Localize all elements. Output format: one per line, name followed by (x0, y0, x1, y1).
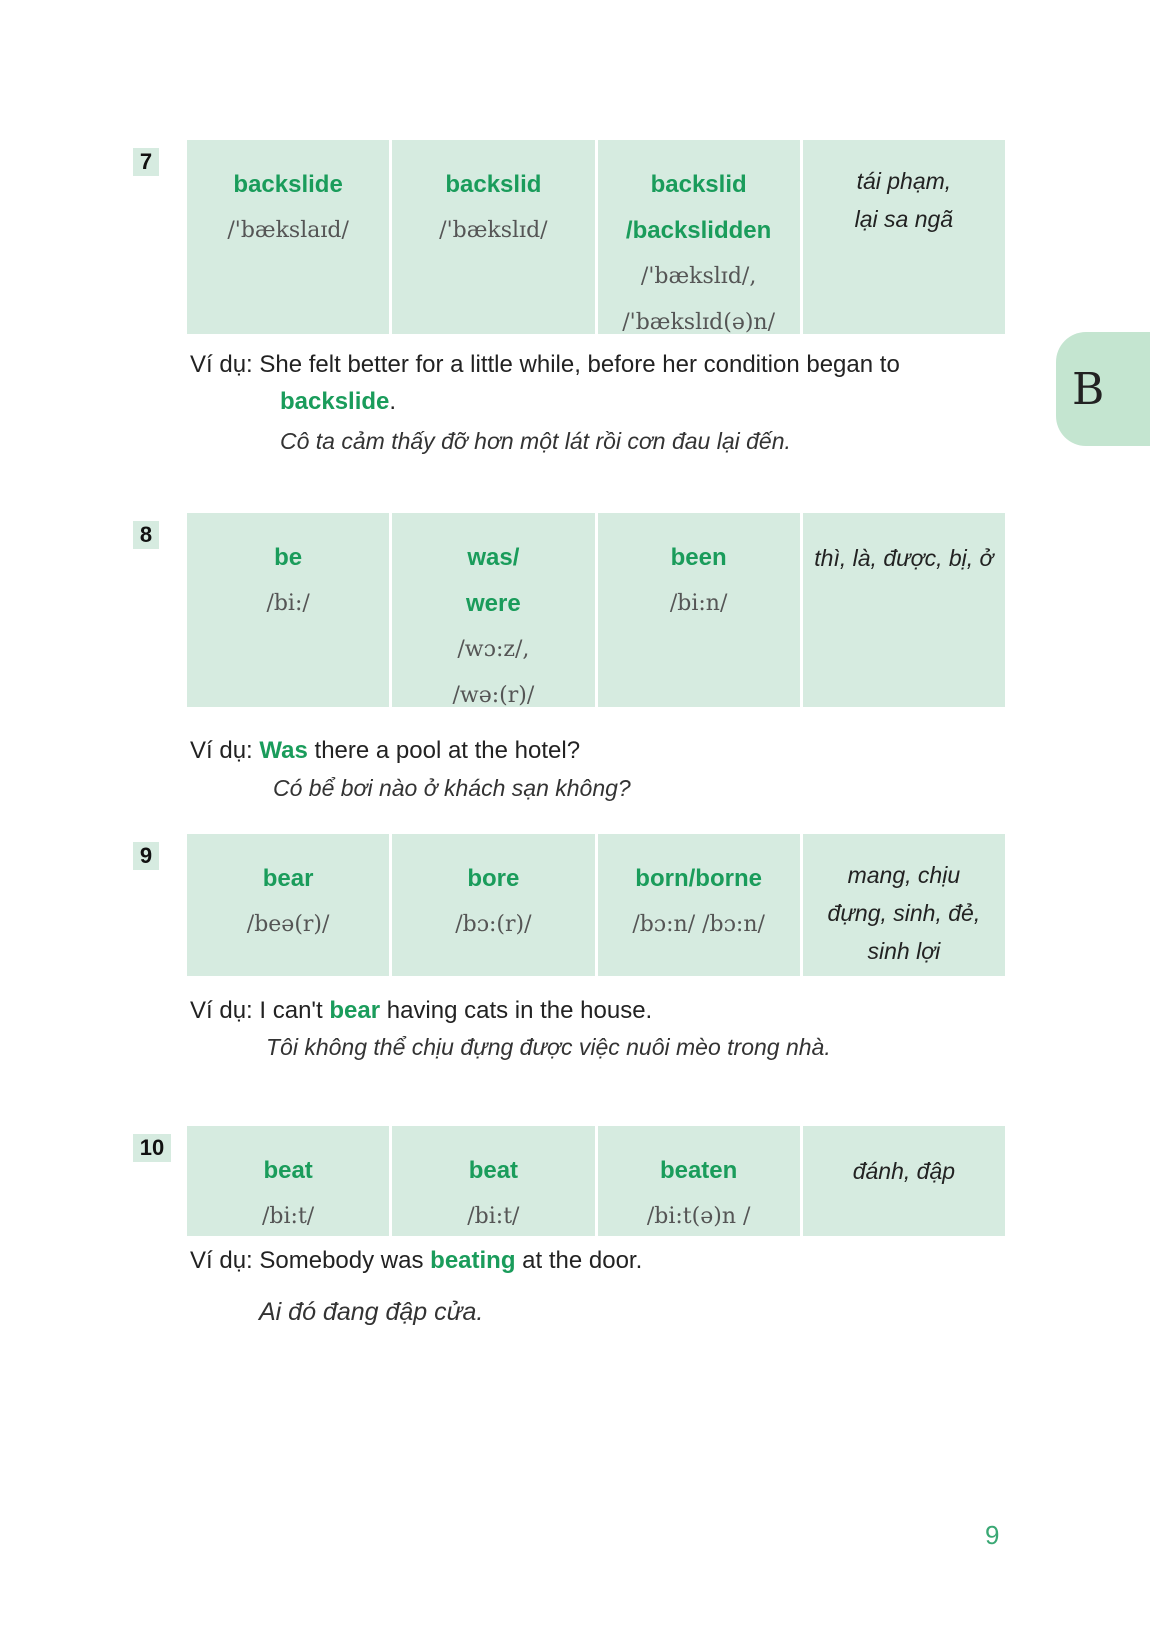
example-translation: Có bể bơi nào ở khách sạn không? (273, 775, 631, 801)
past-form-alt: were (466, 590, 521, 617)
past-ipa: /bi:t/ (467, 1204, 520, 1229)
entry-number: 8 (133, 521, 159, 549)
example-prefix: Ví dụ: (190, 997, 253, 1024)
meaning-cell (803, 1126, 1005, 1236)
past-form: was/ (467, 544, 520, 571)
base-form-cell (187, 834, 389, 976)
example-text: I can't (259, 997, 330, 1024)
participle-form: backslid (650, 171, 747, 198)
example-sentence (190, 732, 1010, 769)
participle-form-alt: /backslidden (625, 217, 772, 244)
example-highlight: bear (329, 997, 381, 1024)
past-ipa: /wɔ:z/, (457, 637, 530, 662)
base-form-cell (187, 513, 389, 707)
base-ipa: /'bækslaɪd/ (227, 218, 349, 243)
meaning-line: thì, là, được, bị, ở (814, 545, 994, 571)
section-tab-b[interactable] (1056, 332, 1150, 446)
meaning-line: đựng, sinh, đẻ, (827, 900, 981, 926)
entry-number: 10 (133, 1134, 171, 1162)
example-translation: Tôi không thể chịu đựng được việc nuôi mèo trong nhà. (266, 1034, 831, 1060)
section-letter: B (1072, 363, 1105, 415)
base-form-cell (187, 140, 389, 334)
participle-form: beaten (659, 1157, 738, 1184)
past-form-cell (392, 140, 594, 334)
entry-number: 7 (133, 148, 159, 176)
page-number: 9 (985, 1520, 1000, 1550)
participle-form-cell (598, 513, 800, 707)
participle-ipa: /bɔ:n/ /bɔ:n/ (632, 912, 765, 937)
meaning-cell (803, 140, 1005, 334)
past-form-cell (392, 513, 594, 707)
participle-form: born/borne (635, 865, 762, 892)
base-ipa: /bi:t/ (262, 1204, 315, 1229)
past-form: beat (468, 1157, 519, 1184)
example-text-end: there a pool at the hotel? (307, 737, 581, 764)
verb-forms-table (187, 513, 1005, 707)
example-text-end: having cats in the house. (380, 997, 653, 1024)
meaning-line: mang, chịu (847, 862, 961, 888)
past-form: backslid (445, 171, 542, 198)
meaning-cell (803, 834, 1005, 976)
base-form: beat (263, 1157, 313, 1184)
example-prefix: Ví dụ: (190, 737, 253, 764)
verb-forms-table (187, 1126, 1005, 1236)
example-text: She felt better for a little while, before her condition began to (259, 351, 900, 378)
example-sentence (190, 1242, 1010, 1279)
example-sentence (190, 346, 1010, 420)
entry-number: 9 (133, 842, 159, 870)
participle-form: been (670, 544, 727, 571)
past-form: bore (467, 865, 520, 892)
past-ipa: /bɔ:(r)/ (455, 912, 532, 937)
example-prefix: Ví dụ: (190, 1247, 253, 1274)
verb-forms-table (187, 140, 1005, 334)
meaning-line: sinh lợi (867, 938, 941, 964)
participle-ipa: /bi:n/ (669, 591, 728, 616)
meaning-line: đánh, đập (852, 1158, 956, 1184)
example-translation: Ai đó đang đập cửa. (259, 1298, 484, 1326)
participle-ipa: /'bækslɪd/, (640, 264, 757, 289)
participle-ipa: /bi:t(ə)n / (646, 1204, 751, 1229)
participle-form-cell (598, 834, 800, 976)
meaning-cell (803, 513, 1005, 707)
meaning-line: lại sa ngã (854, 206, 954, 232)
meaning-line: tái phạm, (856, 168, 952, 194)
participle-form-cell (598, 140, 800, 334)
base-ipa: /bi:/ (266, 591, 310, 616)
participle-ipa-alt: /'bækslɪd(ə)n/ (622, 310, 775, 335)
example-highlight: Was (259, 737, 308, 764)
example-text-end: . (389, 388, 397, 415)
example-highlight: beating (430, 1247, 516, 1274)
example-prefix: Ví dụ: (190, 351, 253, 378)
base-form: backslide (233, 171, 343, 198)
base-form-cell (187, 1126, 389, 1236)
example-sentence (190, 992, 1010, 1029)
base-ipa: /beə(r)/ (246, 912, 330, 937)
participle-form-cell (598, 1126, 800, 1236)
past-ipa: /'bækslɪd/ (439, 218, 548, 243)
example-translation: Cô ta cảm thấy đỡ hơn một lát rồi cơn đau lại đến. (280, 428, 791, 454)
past-ipa-alt: /wə:(r)/ (452, 683, 535, 708)
base-form: be (274, 544, 303, 571)
past-form-cell (392, 1126, 594, 1236)
base-form: bear (262, 865, 314, 892)
verb-forms-table (187, 834, 1005, 976)
example-text: Somebody was (259, 1247, 431, 1274)
example-highlight: backslide (280, 388, 390, 415)
example-text-end: at the door. (515, 1247, 643, 1274)
past-form-cell (392, 834, 594, 976)
